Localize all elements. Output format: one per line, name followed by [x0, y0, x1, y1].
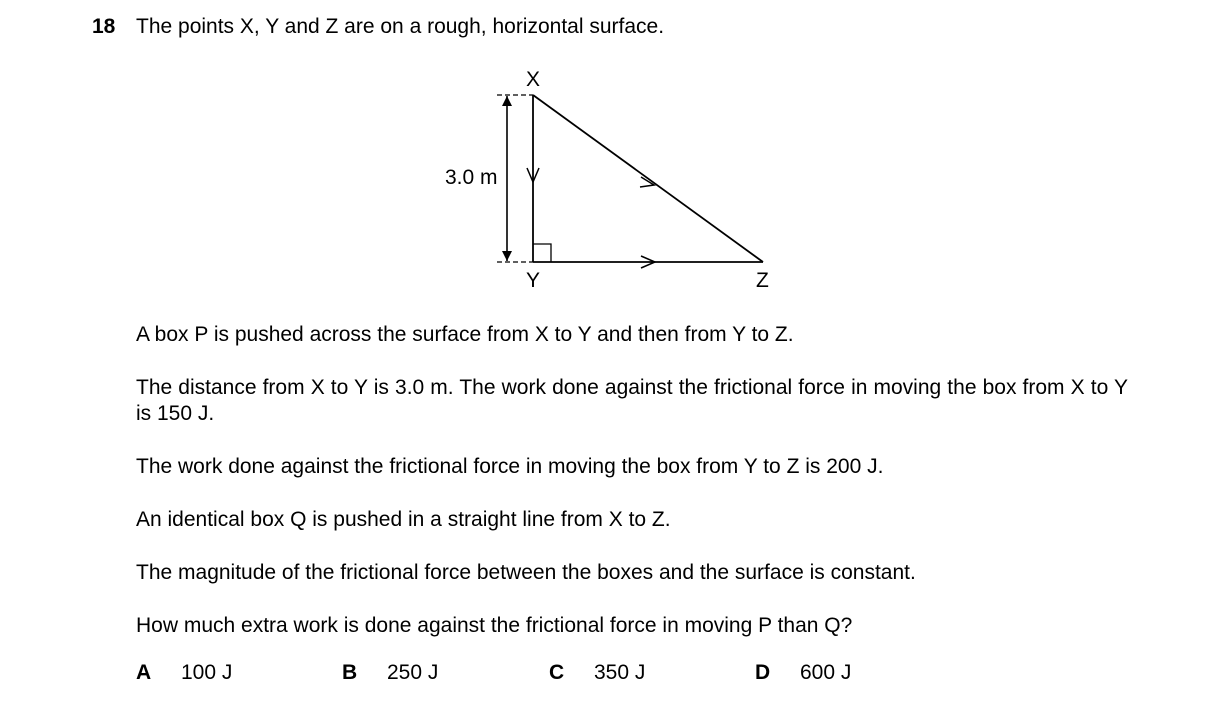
option-b-letter[interactable]: B — [342, 661, 358, 684]
paragraph-2: The distance from X to Y is 3.0 m. The work done against the frictional force in moving the box from X to Y is 150 J. — [136, 376, 1128, 425]
dimension-label: 3.0 m — [445, 166, 498, 189]
paragraph-6: How much extra work is done against the frictional force in moving P than Q? — [136, 614, 853, 637]
option-b-value[interactable]: 250 J — [387, 661, 439, 684]
option-a-value[interactable]: 100 J — [181, 661, 233, 684]
label-z: Z — [756, 269, 769, 292]
right-angle-marker — [533, 244, 551, 262]
question-number: 18 — [92, 15, 116, 38]
label-y: Y — [526, 269, 541, 292]
triangle-diagram — [0, 0, 1216, 310]
label-x: X — [526, 68, 541, 91]
option-d-letter[interactable]: D — [755, 661, 771, 684]
option-c-letter[interactable]: C — [549, 661, 565, 684]
paragraph-1: A box P is pushed across the surface from X to Y and then from Y to Z. — [136, 323, 794, 346]
question-intro: The points X, Y and Z are on a rough, horizontal surface. — [136, 15, 665, 38]
side-xz — [533, 95, 763, 262]
option-c-value[interactable]: 350 J — [594, 661, 646, 684]
paragraph-5: The magnitude of the frictional force between the boxes and the surface is constant. — [136, 561, 916, 584]
option-d-value[interactable]: 600 J — [800, 661, 852, 684]
option-a-letter[interactable]: A — [136, 661, 152, 684]
paragraph-4: An identical box Q is pushed in a straight line from X to Z. — [136, 508, 671, 531]
paragraph-3: The work done against the frictional force in moving the box from Y to Z is 200 J. — [136, 455, 884, 478]
